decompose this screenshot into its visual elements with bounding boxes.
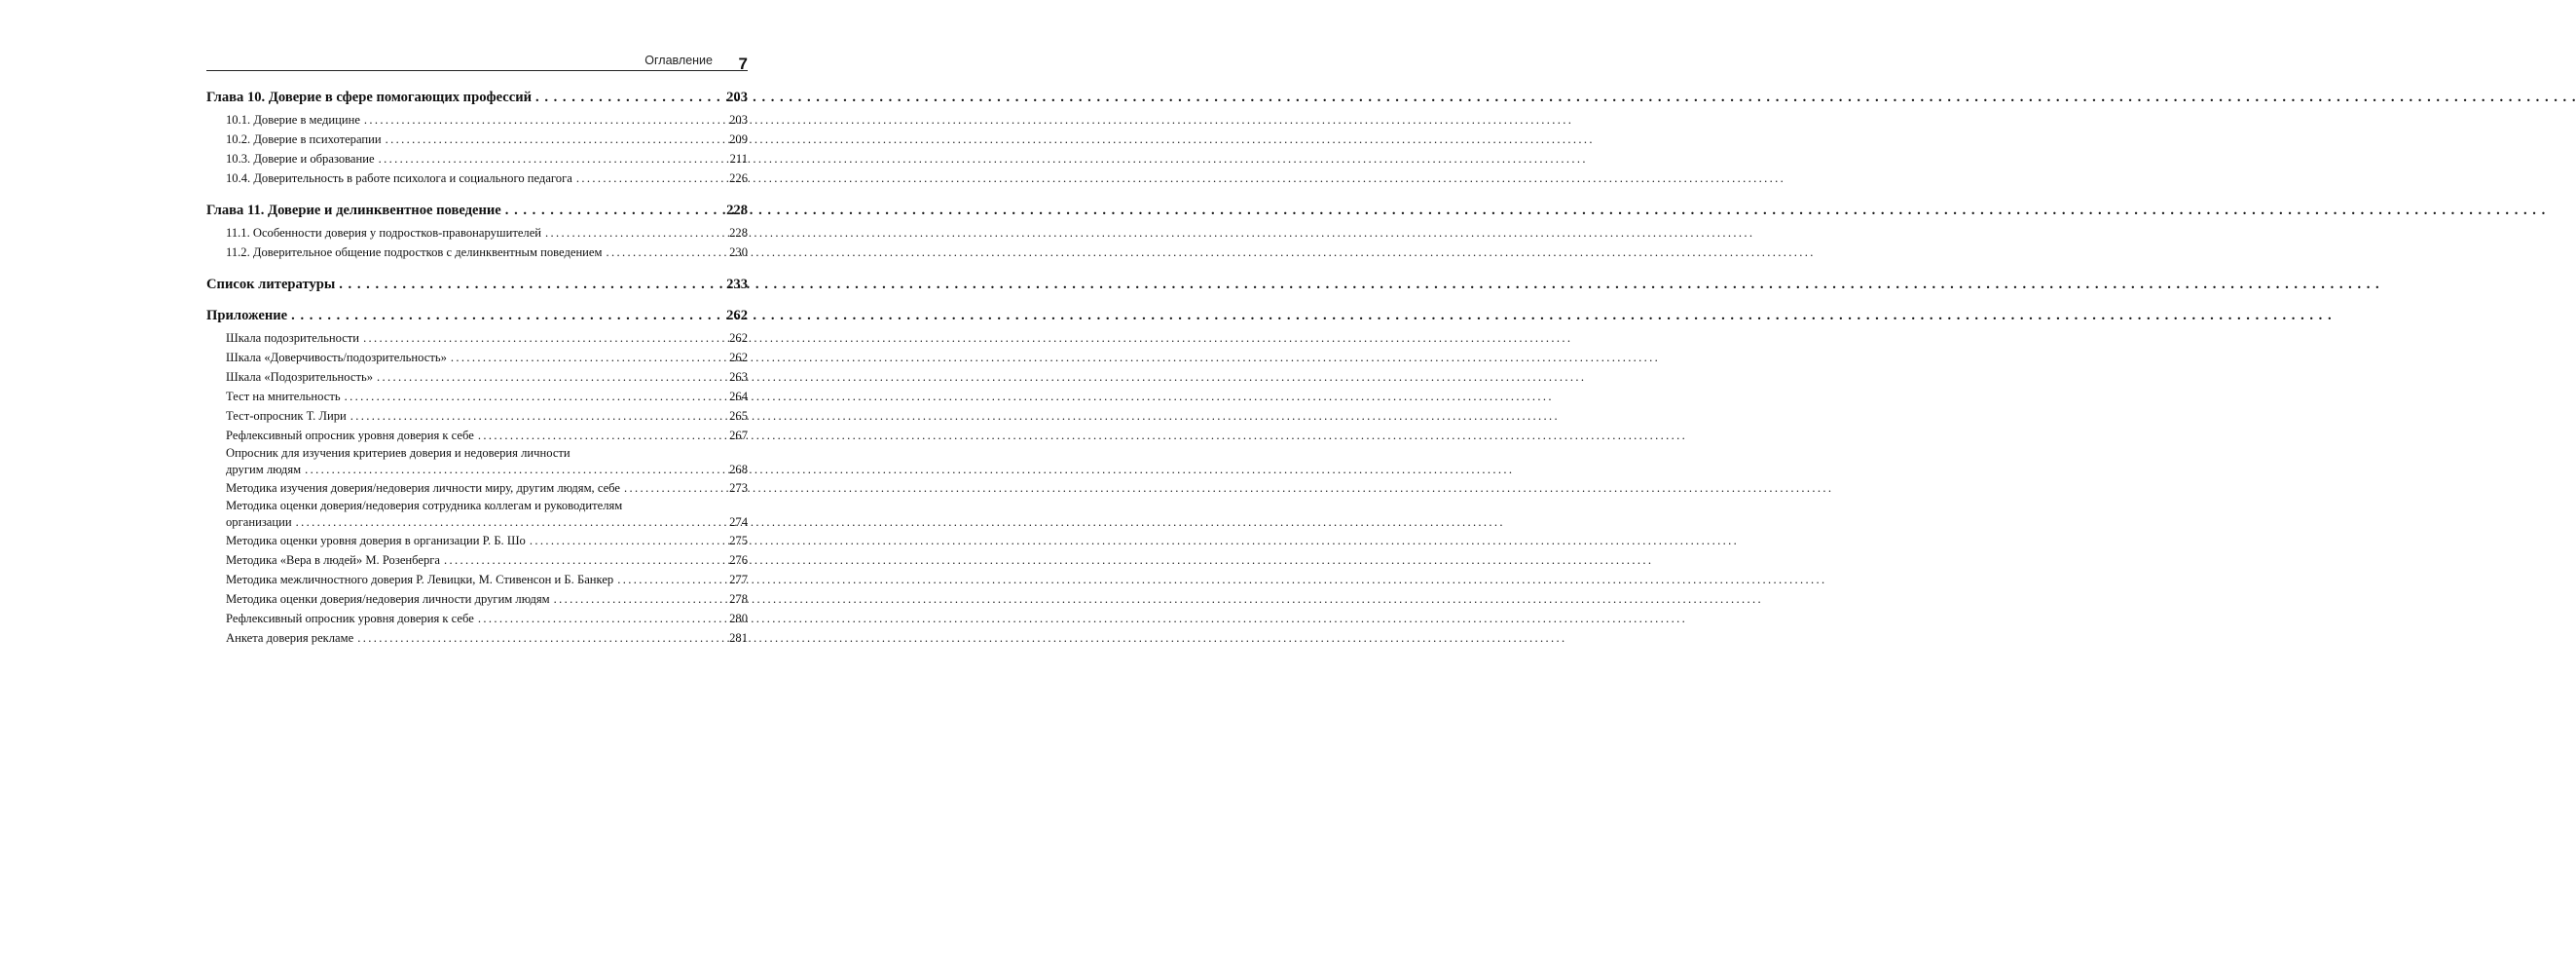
toc-item-page: 203 [729, 113, 748, 127]
toc-item-page: 278 [729, 592, 748, 606]
toc-item-page: 228 [729, 226, 748, 240]
toc-item-title: Рефлексивный опросник уровня доверия к себе [226, 429, 474, 442]
toc-item-title: Шкала подозрительности [226, 331, 360, 345]
toc-item[interactable] [206, 570, 748, 589]
toc-item[interactable] [206, 426, 748, 445]
toc-item[interactable] [206, 348, 748, 367]
toc-item-page: 262 [729, 351, 748, 364]
dot-leader [535, 89, 722, 106]
table-of-contents [206, 89, 748, 648]
toc-item[interactable] [206, 478, 748, 498]
dot-leader [624, 478, 725, 498]
toc-item-title: Методика оценки уровня доверия в организации Р. Б. Шо [226, 534, 526, 547]
toc-group-chapter-11 [206, 202, 748, 262]
toc-item-page: 276 [729, 553, 748, 567]
toc-item-title-line-2: организации [226, 515, 292, 529]
dot-leader [478, 426, 725, 445]
toc-item-page: 226 [729, 171, 748, 185]
dot-leader [478, 609, 725, 628]
toc-chapter-page: 233 [726, 277, 748, 292]
toc-item-title: Методика оценки доверия/недоверия личности другим людям [226, 592, 550, 606]
toc-item-page: 263 [729, 370, 748, 384]
dot-leader [296, 513, 725, 531]
toc-chapter-page: 262 [726, 308, 748, 323]
toc-chapter-title: Приложение [206, 308, 288, 323]
toc-item[interactable] [206, 367, 748, 387]
toc-item[interactable] [206, 130, 748, 149]
page-number: 7 [738, 55, 748, 73]
toc-references[interactable] [206, 276, 748, 293]
dot-leader [617, 570, 725, 589]
toc-item-last-line [226, 513, 748, 531]
toc-item-title: 10.3. Доверие и образование [226, 152, 375, 166]
dot-leader [291, 307, 722, 324]
toc-item-page: 273 [729, 481, 748, 495]
toc-chapter-page: 203 [726, 90, 748, 105]
toc-item-title: 10.2. Доверие в психотерапии [226, 132, 382, 146]
toc-item[interactable] [206, 406, 748, 426]
dot-leader [505, 202, 722, 219]
toc-item-title: 11.1. Особенности доверия у подростков-правонарушителей [226, 226, 542, 240]
toc-item-title: Методика «Вера в людей» М. Розенберга [226, 553, 441, 567]
dot-leader [530, 531, 725, 550]
toc-appendix[interactable] [206, 307, 748, 324]
toc-item[interactable] [206, 609, 748, 628]
dot-leader [357, 628, 725, 648]
toc-item[interactable] [206, 531, 748, 550]
dot-leader [545, 223, 725, 243]
toc-item-page: 209 [729, 132, 748, 146]
toc-item[interactable] [206, 169, 748, 188]
toc-item-title: Шкала «Подозрительность» [226, 370, 374, 384]
toc-item-title-line-1: Опросник для изучения критериев доверия и недоверия личности [226, 446, 570, 460]
toc-item[interactable] [206, 223, 748, 243]
toc-chapter-10[interactable] [206, 89, 748, 106]
dot-leader [345, 387, 726, 406]
toc-item-title: 10.1. Доверие в медицине [226, 113, 360, 127]
dot-leader [451, 348, 725, 367]
toc-item-title: Тест на мнительность [226, 390, 341, 403]
toc-item-page: 262 [729, 331, 748, 345]
toc-item[interactable] [206, 498, 748, 531]
dot-leader [386, 130, 726, 149]
toc-chapter-11[interactable] [206, 202, 748, 219]
toc-chapter-title: Список литературы [206, 277, 336, 292]
toc-item[interactable] [206, 445, 748, 478]
dot-leader [606, 243, 725, 262]
dot-leader [444, 550, 725, 570]
toc-item-page: 274 [729, 515, 748, 529]
toc-item-title-line-2: другим людям [226, 463, 302, 476]
toc-item-page: 275 [729, 534, 748, 547]
toc-group-appendix [206, 307, 748, 648]
running-header [206, 51, 748, 71]
toc-item-page: 230 [729, 245, 748, 259]
toc-item-title: Анкета доверия рекламе [226, 631, 354, 645]
toc-item[interactable] [206, 110, 748, 130]
dot-leader [554, 589, 725, 609]
toc-item-page: 277 [729, 573, 748, 586]
toc-item-title: Рефлексивный опросник уровня доверия к себе [226, 612, 474, 625]
dot-leader [379, 149, 726, 169]
toc-item-title: 11.2. Доверительное общение подростков с делинквентным поведением [226, 245, 603, 259]
toc-item-page: 264 [729, 390, 748, 403]
toc-item[interactable] [206, 628, 748, 648]
toc-item-page: 211 [729, 152, 748, 166]
toc-item-title: 10.4. Доверительность в работе психолога и социального педагога [226, 171, 572, 185]
toc-item-page: 268 [729, 463, 748, 476]
toc-chapter-page: 228 [726, 203, 748, 218]
toc-item-title: Методика межличностного доверия Р. Левицки, М. Стивенсон и Б. Банкер [226, 573, 614, 586]
toc-item-last-line [226, 461, 748, 478]
toc-item[interactable] [206, 589, 748, 609]
dot-leader [339, 276, 722, 293]
toc-item-title-line-1: Методика оценки доверия/недоверия сотрудника коллегам и руководителям [226, 499, 623, 512]
dot-leader [364, 110, 725, 130]
toc-item-title: Методика изучения доверия/недоверия личности миру, другим людям, себе [226, 481, 621, 495]
toc-chapter-title: Глава 10. Доверие в сфере помогающих профессий [206, 90, 533, 105]
toc-item-page: 267 [729, 429, 748, 442]
toc-group-references [206, 276, 748, 293]
toc-chapter-title: Глава 11. Доверие и делинквентное поведение [206, 203, 501, 218]
book-page [206, 51, 748, 661]
toc-item[interactable] [206, 149, 748, 169]
toc-item-page: 281 [729, 631, 748, 645]
toc-item[interactable] [206, 387, 748, 406]
toc-item-title: Тест-опросник Т. Лири [226, 409, 347, 423]
dot-leader [377, 367, 725, 387]
toc-group-chapter-10 [206, 89, 748, 188]
dot-leader [363, 328, 725, 348]
toc-item[interactable] [206, 243, 748, 262]
toc-item-page: 280 [729, 612, 748, 625]
dot-leader [350, 406, 725, 426]
toc-item-page: 265 [729, 409, 748, 423]
toc-item-title: Шкала «Доверчивость/подозрительность» [226, 351, 447, 364]
dot-leader [305, 461, 725, 478]
toc-item[interactable] [206, 550, 748, 570]
dot-leader [576, 169, 725, 188]
running-header-section-name: Оглавление [644, 54, 713, 67]
toc-item[interactable] [206, 328, 748, 348]
